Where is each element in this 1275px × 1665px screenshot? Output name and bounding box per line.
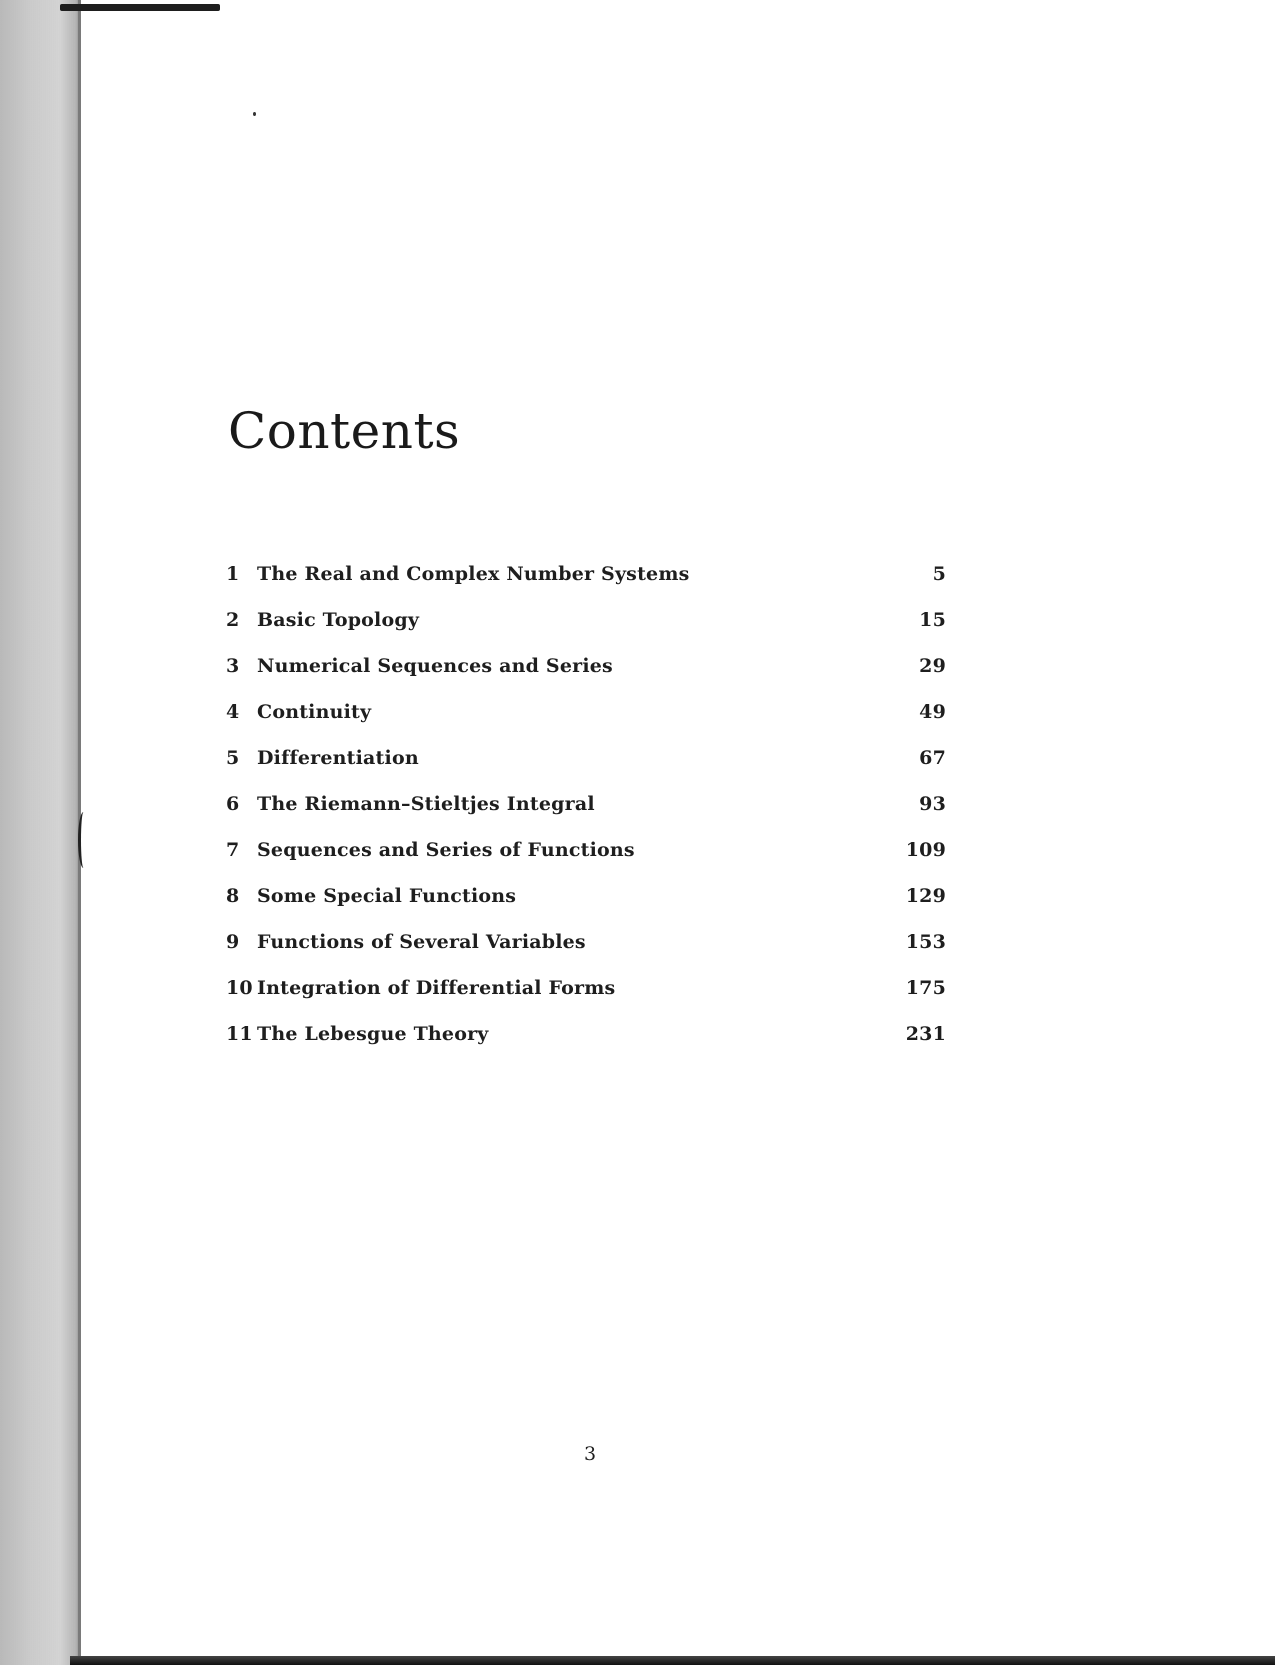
toc-entry[interactable] <box>226 650 946 696</box>
chapter-number: 6 <box>226 793 240 815</box>
chapter-title: Differentiation <box>257 747 419 769</box>
chapter-number: 1 <box>226 563 240 585</box>
chapter-page: 129 <box>905 885 946 907</box>
toc-entry[interactable] <box>226 742 946 788</box>
chapter-title: Integration of Differential Forms <box>257 977 616 999</box>
scan-bottom-edge <box>70 1656 1275 1665</box>
chapter-page: 5 <box>932 563 946 585</box>
chapter-page: 29 <box>919 655 946 677</box>
chapter-number: 3 <box>226 655 240 677</box>
chapter-title: Functions of Several Variables <box>257 931 586 953</box>
chapter-page: 49 <box>919 701 946 723</box>
chapter-page: 153 <box>905 931 946 953</box>
chapter-page: 109 <box>905 839 946 861</box>
chapter-number: 7 <box>226 839 240 861</box>
table-of-contents <box>226 558 946 1064</box>
toc-entry[interactable] <box>226 972 946 1018</box>
toc-entry[interactable] <box>226 1018 946 1064</box>
chapter-page: 15 <box>919 609 946 631</box>
toc-entry[interactable] <box>226 788 946 834</box>
toc-entry[interactable] <box>226 696 946 742</box>
page-number: 3 <box>583 1443 597 1465</box>
margin-mark <box>78 812 89 868</box>
chapter-page: 175 <box>905 977 946 999</box>
chapter-title: The Lebesgue Theory <box>257 1023 489 1045</box>
chapter-number: 11 <box>226 1023 253 1045</box>
chapter-number: 8 <box>226 885 240 907</box>
chapter-number: 4 <box>226 701 240 723</box>
chapter-number: 9 <box>226 931 240 953</box>
chapter-title: The Riemann–Stieltjes Integral <box>257 793 595 815</box>
toc-entry[interactable] <box>226 834 946 880</box>
chapter-page: 93 <box>919 793 946 815</box>
chapter-title: Numerical Sequences and Series <box>257 655 613 677</box>
chapter-title: Some Special Functions <box>257 885 517 907</box>
binding-gutter <box>0 0 80 1665</box>
chapter-title: Sequences and Series of Functions <box>257 839 635 861</box>
chapter-number: 2 <box>226 609 240 631</box>
chapter-title: Basic Topology <box>257 609 420 631</box>
scan-speck <box>253 112 256 116</box>
chapter-number: 10 <box>226 977 253 999</box>
toc-entry[interactable] <box>226 558 946 604</box>
chapter-page: 231 <box>905 1023 946 1045</box>
chapter-number: 5 <box>226 747 240 769</box>
toc-entry[interactable] <box>226 926 946 972</box>
page-title: Contents <box>228 402 461 460</box>
toc-entry[interactable] <box>226 880 946 926</box>
chapter-page: 67 <box>919 747 946 769</box>
scan-top-edge <box>60 4 220 11</box>
chapter-title: The Real and Complex Number Systems <box>257 563 690 585</box>
chapter-title: Continuity <box>257 701 372 723</box>
toc-entry[interactable] <box>226 604 946 650</box>
